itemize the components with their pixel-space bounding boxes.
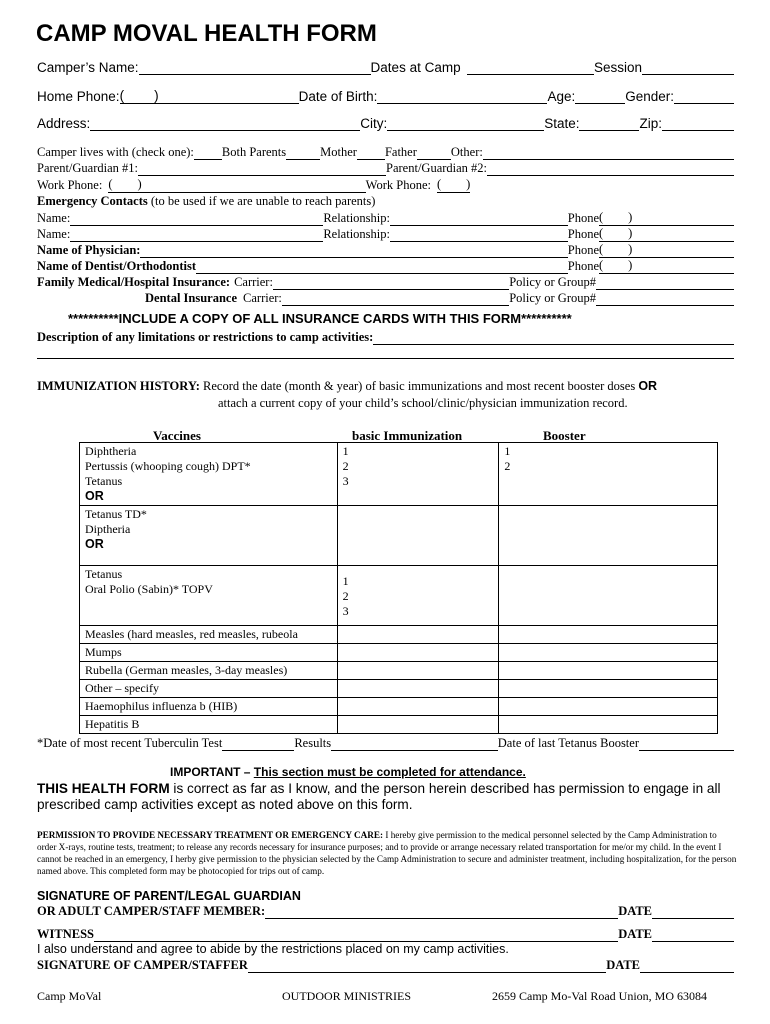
session-label: Session	[593, 60, 642, 75]
zip-label: Zip:	[639, 116, 662, 131]
emergency-note: (to be used if we are unable to reach parents)	[147, 194, 376, 208]
parent-signature-label: SIGNATURE OF PARENT/LEGAL GUARDIAN	[37, 889, 301, 903]
dentist-phone-field[interactable]	[639, 261, 734, 274]
booster-cell[interactable]	[499, 506, 718, 566]
basic-cell[interactable]	[337, 680, 499, 698]
home-phone-label: Home Phone:	[37, 89, 120, 104]
emergency-heading: Emergency Contacts	[37, 194, 148, 208]
witness-date-field[interactable]	[652, 929, 734, 942]
medical-carrier-label: Carrier:	[234, 275, 273, 289]
father-check[interactable]	[357, 147, 385, 160]
booster-cell[interactable]	[499, 698, 718, 716]
booster-cell[interactable]	[499, 644, 718, 662]
camper-date-label: DATE	[606, 958, 640, 972]
basic-cell[interactable]	[337, 698, 499, 716]
medical-insurance-label: Family Medical/Hospital Insurance:	[37, 275, 231, 289]
physician-phone-area[interactable]: ( )	[599, 242, 639, 258]
home-phone-field[interactable]: ( )	[119, 88, 159, 103]
medical-insurance-row	[37, 275, 734, 290]
immunization-table	[79, 442, 718, 734]
other-label: Other:	[450, 145, 483, 159]
limitations-label: Description of any limitations or restrictions to camp activities:	[37, 330, 374, 344]
witness-date-label: DATE	[618, 927, 652, 941]
immunization-or: OR	[638, 379, 658, 393]
dental-insurance-row	[37, 291, 734, 306]
agree-statement: I also understand and agree to abide by the restrictions placed on my camp activities.	[37, 942, 509, 956]
campers-name-field[interactable]	[139, 62, 371, 75]
important-notice: IMPORTANT – This section must be completed for attendance.	[170, 765, 526, 779]
booster-cell[interactable]: 1 2	[499, 443, 718, 506]
phone-field[interactable]	[639, 213, 734, 226]
vaccine-cell: Tetanus TD* Diptheria OR	[80, 506, 338, 566]
dental-insurance-label: Dental Insurance	[145, 291, 238, 305]
booster-cell[interactable]	[499, 566, 718, 626]
vaccine-cell: Haemophilus influenza b (HIB)	[80, 698, 338, 716]
session-field[interactable]	[642, 62, 734, 75]
form-title: CAMP MOVAL HEALTH FORM	[36, 20, 377, 47]
physician-field[interactable]	[140, 245, 567, 258]
parent-signature-field[interactable]	[265, 906, 618, 919]
booster-cell[interactable]	[499, 662, 718, 680]
address-field[interactable]	[90, 118, 360, 131]
emergency-name-field[interactable]	[70, 213, 323, 226]
guardian2-field[interactable]	[487, 163, 734, 176]
footer-right: 2659 Camp Mo-Val Road Union, MO 63084	[492, 989, 707, 1003]
medical-policy-label: Policy or Group#	[509, 275, 596, 289]
table-row	[80, 443, 718, 506]
phone-area-field[interactable]: ( )	[599, 226, 639, 242]
other-field[interactable]	[483, 147, 734, 160]
camper-signature-row	[37, 958, 734, 973]
footer-left: Camp MoVal	[37, 989, 102, 1003]
permission-paragraph: PERMISSION TO PROVIDE NECESSARY TREATMENT OR EMERGENCY CARE: I hereby give permission to the medical personnel selected by the Camp Administration to order X-rays, routine tests, treatment; to release any records necessary for insurance purposes; and to provide or arrange necessary related transportation for me/or my child. In the event I cannot be reached in an emergency, I herby give permission to the physician selected by the Camp Administration to secure and administer treatment, including hospitalization, for the person named above. This completed form may be photocopied for trips out of camp.	[37, 830, 737, 876]
vaccine-cell: Rubella (German measles, 3-day measles)	[80, 662, 338, 680]
witness-label: WITNESS	[37, 927, 94, 941]
campers-name-row	[37, 60, 734, 75]
relationship-field[interactable]	[390, 229, 568, 242]
age-label: Age:	[547, 89, 576, 104]
health-form-statement: THIS HEALTH FORM is correct as far as I know, and the person herein described has permission to engage in all prescribed camp activities except as noted above on this form.	[37, 781, 721, 812]
zip-field[interactable]	[662, 118, 734, 131]
father-label: Father	[384, 145, 417, 159]
footer-center: OUTDOOR MINISTRIES	[282, 989, 411, 1003]
table-row	[80, 566, 718, 626]
dental-policy-field[interactable]	[596, 293, 734, 306]
dental-carrier-label: Carrier:	[243, 291, 282, 305]
dentist-phone-area[interactable]: ( )	[599, 258, 639, 274]
immunization-text-2: attach a current copy of your child’s school/clinic/physician immunization record.	[218, 396, 628, 410]
work-phone2-label: Work Phone:	[365, 178, 431, 192]
home-phone-row	[37, 88, 734, 104]
gender-field[interactable]	[674, 91, 734, 104]
dentist-phone-label: Phone	[567, 259, 599, 273]
vaccine-cell: Hepatitis B	[80, 716, 338, 734]
basic-cell[interactable]	[337, 644, 499, 662]
include-copy-notice: **********INCLUDE A COPY OF ALL INSURANCE CARDS WITH THIS FORM**********	[68, 311, 572, 326]
immunization-text: Record the date (month & year) of basic immunizations and most recent booster doses	[199, 379, 639, 393]
vaccine-cell: Tetanus Oral Polio (Sabin)* TOPV	[80, 566, 338, 626]
dates-at-camp-field[interactable]	[467, 62, 594, 75]
lives-with-row	[37, 145, 734, 160]
both-parents-check[interactable]	[194, 147, 222, 160]
witness-row	[37, 927, 734, 942]
campers-name-label: Camper’s Name:	[37, 60, 139, 75]
tetanus-booster-field[interactable]	[639, 738, 734, 751]
dob-label: Date of Birth:	[298, 89, 378, 104]
booster-cell[interactable]	[499, 716, 718, 734]
witness-field[interactable]	[94, 929, 618, 942]
medical-carrier-field[interactable]	[273, 277, 509, 290]
work-phone1-label: Work Phone:	[37, 178, 103, 192]
emergency-contact-row-2	[37, 226, 734, 242]
table-row	[80, 644, 718, 662]
home-phone-number-field[interactable]	[159, 91, 299, 104]
phone-area-field[interactable]: ( )	[599, 210, 639, 226]
basic-cell[interactable]: 1 2 3	[337, 443, 499, 506]
emergency-name-label: Name:	[37, 227, 71, 241]
camper-signature-field[interactable]	[248, 960, 606, 973]
limitations-row	[37, 330, 734, 345]
immunization-heading: IMMUNIZATION HISTORY:	[37, 379, 200, 393]
phone-label: Phone	[567, 227, 599, 241]
work-phone1-field[interactable]	[142, 180, 366, 193]
both-parents-label: Both Parents	[221, 145, 287, 159]
tb-results-field[interactable]	[331, 738, 498, 751]
age-field[interactable]	[575, 91, 625, 104]
dental-carrier-field[interactable]	[282, 293, 509, 306]
emergency-contact-row-1	[37, 210, 734, 226]
state-label: State:	[544, 116, 580, 131]
tetanus-booster-label: Date of last Tetanus Booster	[497, 736, 639, 750]
gender-label: Gender:	[625, 89, 674, 104]
address-label: Address:	[37, 116, 91, 131]
camper-date-field[interactable]	[640, 960, 734, 973]
vaccine-cell: Other – specify	[80, 680, 338, 698]
basic-cell[interactable]	[337, 716, 499, 734]
tb-label: *Date of most recent Tuberculin Test	[37, 736, 223, 750]
dentist-field[interactable]	[196, 261, 568, 274]
tb-date-field[interactable]	[222, 738, 294, 751]
vaccine-cell: Diphtheria Pertussis (whooping cough) DPT* Tetanus OR	[80, 443, 338, 506]
city-field[interactable]	[387, 118, 544, 131]
city-label: City:	[360, 116, 388, 131]
basic-cell[interactable]: 1 2 3	[337, 566, 499, 626]
immunization-intro	[37, 379, 657, 394]
limitations-field-line2[interactable]	[37, 358, 734, 359]
basic-cell[interactable]	[337, 626, 499, 644]
basic-cell[interactable]	[337, 506, 499, 566]
vaccine-cell: Measles (hard measles, red measles, rubeola	[80, 626, 338, 644]
guardian1-field[interactable]	[138, 163, 386, 176]
table-row	[80, 506, 718, 566]
tb-row	[37, 736, 734, 751]
booster-cell[interactable]	[499, 680, 718, 698]
work-phone-row	[37, 177, 734, 193]
camper-signature-label: SIGNATURE OF CAMPER/STAFFER	[37, 958, 248, 972]
other-check[interactable]	[417, 147, 451, 160]
address-row	[37, 116, 734, 131]
basic-cell[interactable]	[337, 662, 499, 680]
vaccine-cell: Mumps	[80, 644, 338, 662]
dates-at-camp-label: Dates at Camp	[370, 60, 461, 75]
relationship-field[interactable]	[390, 213, 568, 226]
guardians-row	[37, 161, 734, 176]
dob-field[interactable]	[377, 91, 547, 104]
mother-label: Mother	[320, 145, 357, 159]
vaccines-header: Vaccines	[153, 428, 201, 443]
medical-policy-field[interactable]	[596, 277, 734, 290]
tb-results-label: Results	[294, 736, 332, 750]
dentist-label: Name of Dentist/Orthodontist	[37, 259, 197, 273]
emergency-heading-row	[37, 194, 734, 209]
limitations-field[interactable]	[373, 332, 734, 345]
parent-date-field[interactable]	[652, 906, 734, 919]
emergency-name-label: Name:	[37, 211, 71, 225]
table-row	[80, 698, 718, 716]
mother-check[interactable]	[286, 147, 320, 160]
parent-signature-row	[37, 904, 734, 919]
parent-date-label: DATE	[618, 904, 652, 918]
parent-signature-label-2: OR ADULT CAMPER/STAFF MEMBER:	[37, 904, 266, 918]
guardian1-label: Parent/Guardian #1:	[37, 161, 139, 175]
table-row	[80, 716, 718, 734]
phone-field[interactable]	[639, 229, 734, 242]
dentist-row	[37, 258, 734, 274]
physician-phone-label: Phone	[567, 243, 599, 257]
physician-label: Name of Physician:	[37, 243, 141, 257]
table-row	[80, 626, 718, 644]
table-row	[80, 680, 718, 698]
basic-immunization-header: basic Immunization	[352, 428, 463, 443]
physician-phone-field[interactable]	[639, 245, 734, 258]
physician-row	[37, 242, 734, 258]
booster-header: Booster	[543, 428, 586, 443]
state-field[interactable]	[579, 118, 639, 131]
booster-cell[interactable]	[499, 626, 718, 644]
work-phone2-area[interactable]: ( )	[436, 177, 471, 191]
relationship-label: Relationship:	[323, 211, 390, 225]
guardian2-label: Parent/Guardian #2:	[386, 161, 488, 175]
lives-with-label: Camper lives with (check one):	[37, 145, 194, 159]
relationship-label: Relationship:	[323, 227, 390, 241]
emergency-name-field[interactable]	[70, 229, 323, 242]
work-phone1-area[interactable]: ( )	[108, 177, 142, 191]
phone-label: Phone	[567, 211, 599, 225]
table-row	[80, 662, 718, 680]
dental-policy-label: Policy or Group#	[509, 291, 596, 305]
